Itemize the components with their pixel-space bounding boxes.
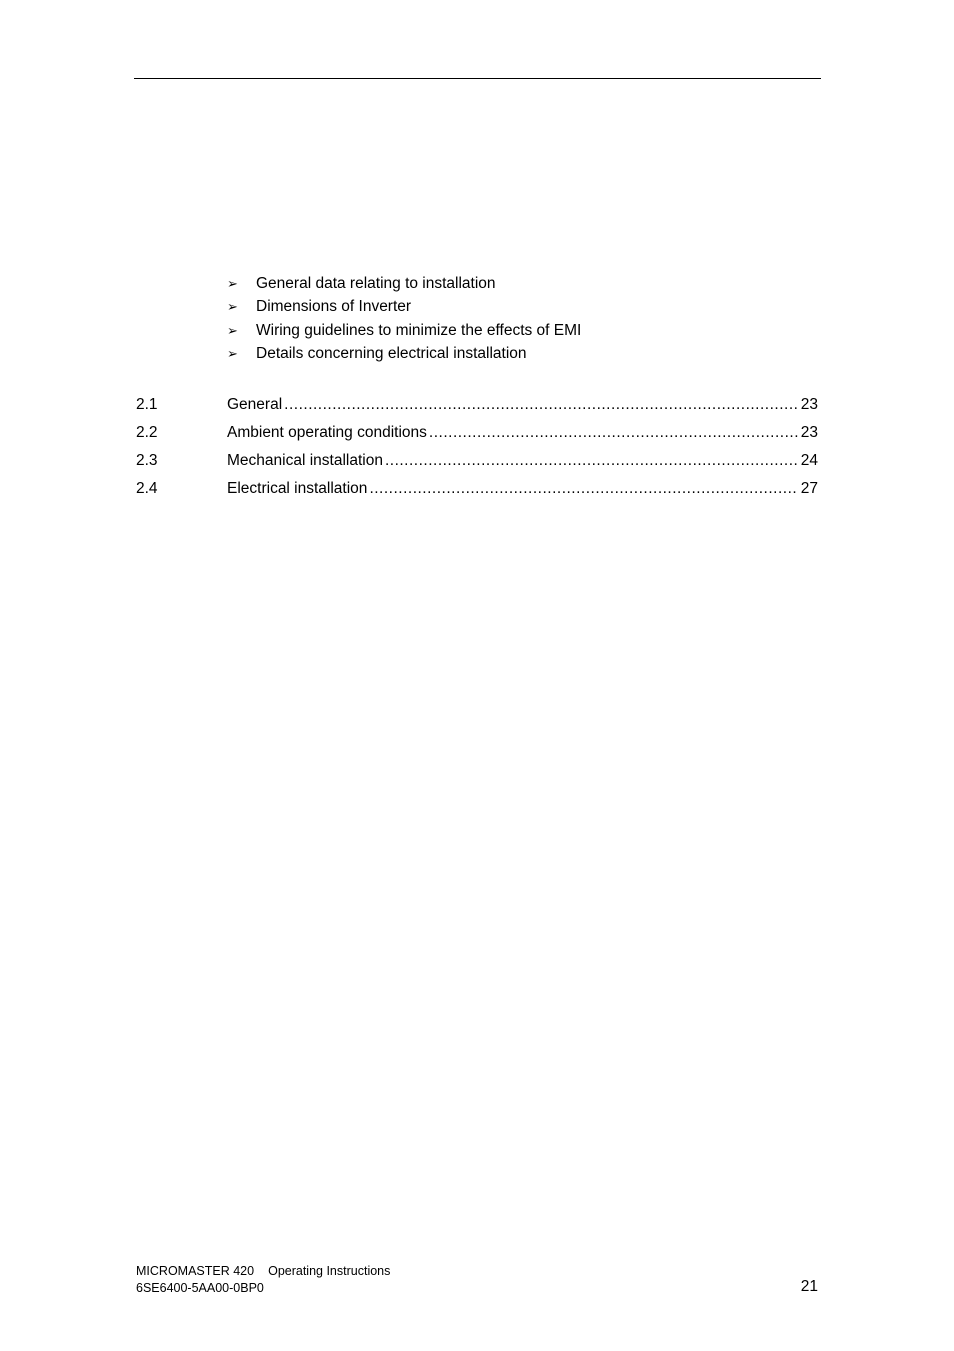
list-item-text: General data relating to installation: [256, 275, 496, 292]
header-rule: [134, 78, 821, 79]
dot-leader: [369, 477, 797, 501]
list-item-text: Details concerning electrical installation: [256, 344, 527, 362]
footer-doc-type: Operating Instructions: [268, 1264, 391, 1278]
toc-page-number: 23: [800, 396, 818, 413]
toc-section-number: 2.1: [136, 396, 158, 413]
page-footer: [136, 1263, 390, 1297]
toc-section-title: Electrical installation: [227, 480, 368, 497]
toc-section-number: 2.3: [136, 452, 158, 469]
toc-entry-ambient-operating-conditions[interactable]: [136, 421, 818, 449]
toc-page-number: 23: [800, 424, 818, 441]
toc-section-number: 2.2: [136, 424, 158, 441]
arrowhead-bullet-icon: ➢: [227, 276, 238, 291]
toc-entry-line: [227, 477, 818, 501]
table-of-contents: [136, 393, 818, 505]
toc-entry-line: [227, 393, 818, 417]
toc-section-title: Mechanical installation: [227, 452, 383, 469]
toc-entry-line: [227, 449, 818, 473]
arrowhead-bullet-icon: ➢: [227, 345, 238, 361]
list-item-text: Wiring guidelines to minimize the effects of EMI: [256, 321, 582, 339]
page-number: 21: [800, 1278, 818, 1295]
toc-section-title: Ambient operating conditions: [227, 424, 427, 441]
toc-entry-mechanical-installation[interactable]: [136, 449, 818, 477]
toc-section-title: General: [227, 396, 283, 413]
dot-leader: [284, 393, 798, 417]
toc-page-number: 24: [800, 452, 818, 469]
dot-leader: [429, 421, 798, 445]
arrowhead-bullet-icon: ➢: [227, 299, 238, 315]
toc-entry-line: [227, 421, 818, 445]
toc-section-number: 2.4: [136, 480, 158, 497]
toc-page-number: 27: [800, 480, 818, 497]
footer-order-number: 6SE6400-5AA00-0BP0: [136, 1281, 264, 1295]
dot-leader: [385, 449, 798, 473]
list-item-text: Dimensions of Inverter: [256, 298, 412, 316]
footer-product: MICROMASTER 420: [136, 1264, 255, 1278]
toc-entry-general[interactable]: [136, 393, 818, 421]
arrowhead-bullet-icon: ➢: [227, 322, 238, 338]
toc-entry-electrical-installation[interactable]: [136, 477, 818, 505]
footer-title-line: [136, 1263, 390, 1280]
